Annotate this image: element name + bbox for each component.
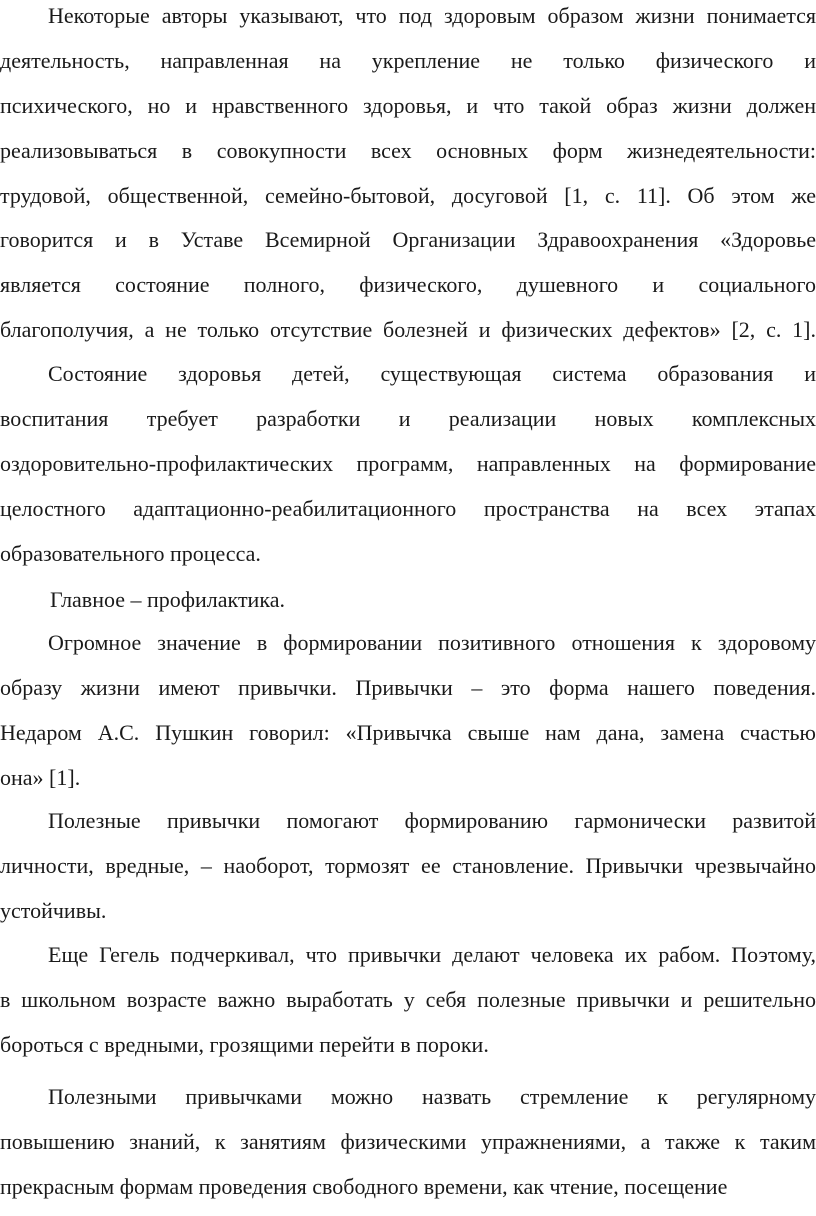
text-line: Главное – профилактика. <box>50 587 285 612</box>
paragraph-7 <box>0 1075 816 1210</box>
text-line: Огромное значение в формировании позитивного отношения к здоровому <box>48 630 816 655</box>
text-line: устойчивы. <box>0 897 107 923</box>
text-line: бороться с вредными, грозящими перейти в пороки. <box>0 1031 489 1057</box>
text-line: образовательного процесса. <box>0 540 261 566</box>
text-line: Некоторые авторы указывают, что под здоровым образом жизни понимается <box>48 3 816 28</box>
paragraph-3 <box>0 578 816 623</box>
paragraph-1 <box>0 0 816 353</box>
text-line: Недаром А.С. Пушкин говорил: «Привычка свыше нам дана, замена счастью <box>0 719 816 745</box>
text-line: оздоровительно-профилактических программ, направленных на формирование <box>0 450 816 476</box>
text-line: целостного адаптационно-реабилитационного пространства на всех этапах <box>0 495 816 521</box>
text-line: говорится и в Уставе Всемирной Организации Здравоохранения «Здоровье <box>0 227 816 253</box>
text-line: трудовой, общественной, семейно-бытовой, досуговой [1, с. 11]. Об этом же <box>0 182 816 208</box>
text-line: Полезные привычки помогают формированию гармонически развитой <box>48 808 816 833</box>
paragraph-2 <box>0 352 816 576</box>
text-line: деятельность, направленная на укрепление не только физического и <box>0 47 816 73</box>
text-line: Еще Гегель подчеркивал, что привычки делают человека их рабом. Поэтому, <box>48 942 816 967</box>
paragraph-6 <box>0 933 816 1068</box>
text-line: прекрасным формам проведения свободного времени, как чтение, посещение <box>0 1173 728 1199</box>
text-line: является состояние полного, физического, душевного и социального <box>0 272 816 298</box>
text-line: образу жизни имеют привычки. Привычки – это форма нашего поведения. <box>0 674 816 700</box>
text-line: Состояние здоровья детей, существующая система образования и <box>48 361 816 386</box>
text-line: благополучия, а не только отсутствие болезней и физических дефектов» [2, с. 1]. <box>0 317 816 343</box>
text-line: повышению знаний, к занятиям физическими упражнениями, а также к таким <box>0 1128 816 1154</box>
text-line: личности, вредные, – наоборот, тормозят ее становление. Привычки чрезвычайно <box>0 852 816 878</box>
text-line: психического, но и нравственного здоровья, и что такой образ жизни должен <box>0 92 816 118</box>
paragraph-4 <box>0 621 816 801</box>
paragraph-5 <box>0 799 816 934</box>
text-line: в школьном возрасте важно выработать у себя полезные привычки и решительно <box>0 986 816 1012</box>
text-line: Полезными привычками можно назвать стремление к регулярному <box>48 1084 816 1109</box>
text-line: она» [1]. <box>0 764 81 790</box>
text-line: воспитания требует разработки и реализации новых комплексных <box>0 405 816 431</box>
text-line: реализовываться в совокупности всех основных форм жизнедеятельности: <box>0 137 816 163</box>
